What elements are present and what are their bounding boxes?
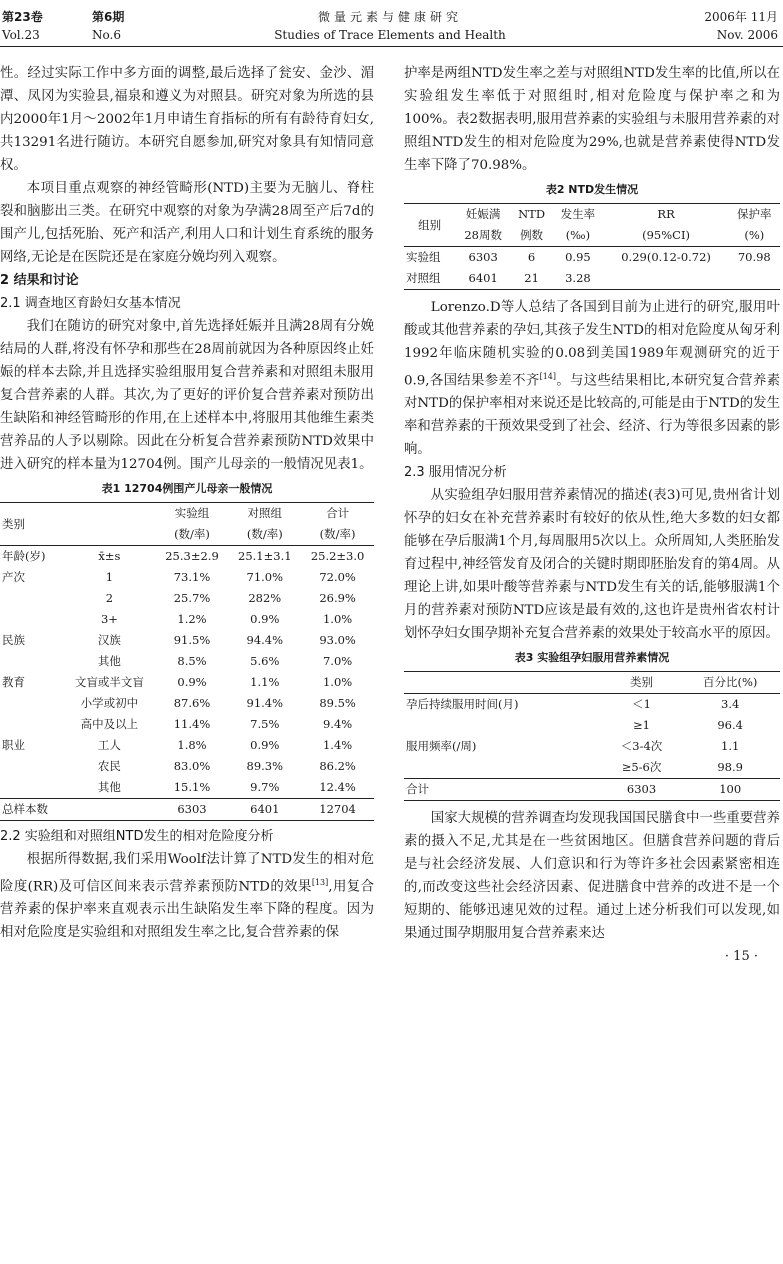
table-cell: 282%	[248, 591, 282, 605]
table1-header-unit: (数/率)	[174, 527, 210, 541]
date-cn: 2006年 11月	[704, 10, 778, 24]
subsection-heading: 2.1 调查地区育龄妇女基本情况	[0, 296, 181, 311]
table-cell: 25.2±3.0	[310, 549, 365, 563]
table-cell: 对照组	[406, 271, 441, 285]
table-cell: 0.9%	[250, 612, 280, 626]
running-header	[0, 6, 783, 47]
table-row	[0, 735, 374, 756]
table-cell: 年龄(岁)	[2, 549, 46, 563]
table-cell: 职业	[2, 738, 25, 752]
table3-header-category: 类别	[630, 675, 654, 690]
table-cell: 产次	[2, 570, 25, 584]
table2	[404, 203, 780, 290]
table-cell	[0, 777, 63, 799]
table-cell: 孕后持续服用时间(月)	[406, 697, 519, 712]
table-cell: 21	[524, 271, 539, 285]
table-cell: 0.9%	[177, 675, 207, 689]
table-cell	[0, 588, 63, 609]
table-cell: 3.28	[565, 271, 591, 285]
table-row	[404, 779, 780, 801]
table-cell: 71.0%	[246, 570, 284, 584]
table-cell: 总样本数	[2, 802, 48, 816]
table-cell	[0, 693, 63, 714]
table-row	[0, 777, 374, 799]
table-cell: 89.3%	[246, 759, 284, 773]
table-cell: 7.5%	[250, 717, 280, 731]
table-cell: 1.4%	[322, 738, 353, 752]
table-cell	[404, 757, 603, 779]
table3-body	[404, 694, 780, 801]
paragraph: 护率是两组NTD发生率之差与对照组NTD发生率的比值,所以在实验组发生率低于对照组时,相对危险度与保护率之和为100%。表2数据表明,服用营养素的实验组与未服用营养素的对照组NTD发生的相对危险度为29%,也就是营养素使得NTD发生率下降了70.98%。	[404, 66, 780, 173]
paragraph-text: 。与这些结果相比,本研究复合营养素对NTD的保护率相对来说还是比较高的,可能是由于NTD的发生率和营养素的干预效果受到了社会、经济、行为等很多因素的影响。	[404, 373, 780, 458]
table2-header: (%)	[744, 228, 765, 242]
table-cell	[0, 756, 63, 777]
table-cell: ≥5-6次	[621, 760, 662, 775]
table-cell: 3.4	[721, 697, 740, 712]
citation: [14]	[539, 372, 556, 381]
table2-header: 例数	[520, 228, 544, 242]
table-row	[0, 651, 374, 672]
table-cell: ≥1	[633, 718, 650, 733]
table-cell: 民族	[2, 633, 25, 647]
table3	[404, 671, 780, 801]
paragraph-text: 根据所得数据,我们采用Woolf法计算了NTD发生的相对危险度(RR)及可信区间来表示营养素预防NTD的效果	[0, 852, 374, 895]
paragraph	[404, 296, 780, 461]
table-cell: 25.3±2.9	[165, 549, 219, 563]
table-row	[0, 546, 374, 568]
table-cell: 6	[527, 250, 536, 264]
citation: [13]	[311, 878, 329, 887]
table3-header-blank	[404, 672, 603, 694]
table-cell: 96.4	[717, 718, 743, 733]
table-cell: 3+	[100, 612, 118, 626]
table3-header-percent: 百分比(%)	[702, 675, 758, 690]
table-row	[404, 736, 780, 757]
table-row	[0, 799, 374, 821]
table2-header: RR	[657, 207, 675, 221]
table-cell: 文盲或半文盲	[74, 675, 144, 689]
table-row	[0, 714, 374, 735]
table-row	[404, 715, 780, 736]
table1-header-unit: (数/率)	[246, 527, 283, 541]
table2-header: NTD	[518, 207, 546, 221]
table-cell: 工人	[97, 738, 121, 752]
table-cell: 0.95	[565, 250, 591, 264]
paragraph-text: Lorenzo.D等人总结了各国到目前为止进行的研究,服用叶酸或其他营养素的孕妇,其孩子发生NTD的相对危险度从匈牙利1992年临床随机实验的0.08到美国1989年观测研究的近于0.9,各国结果参差不齐	[404, 300, 780, 389]
table-cell	[63, 799, 155, 821]
left-column	[0, 62, 374, 944]
table2-body	[404, 247, 780, 290]
table-cell: x̄±s	[98, 549, 121, 563]
journal-title-en: Studies of Trace Elements and Health	[274, 28, 506, 42]
table-row	[404, 268, 780, 290]
subsection-heading: 2.3 服用情况分析	[404, 465, 507, 481]
table-cell: 汉族	[97, 633, 121, 647]
table-row	[0, 756, 374, 777]
table-cell: 合计	[406, 782, 429, 797]
table-cell: 其他	[97, 780, 121, 794]
table-cell: 实验组	[406, 250, 441, 264]
paragraph: 我们在随访的研究对象中,首先选择妊娠并且满28周有分娩结局的人群,将没有怀孕和那些在28周前就因为各种原因终止妊娠的样本去除,并且选择实验组服用复合营养素和对照组未服用复合营养素的人群。其次,为了更好的评价复合营养素对预防出生缺陷和神经管畸形的作用,在上述样本中,将服用其他维生素类营养品的人予以剔除。因此在分析复合营养素预防NTD效果中进入研究的样本量为12704例。围产儿母亲的一般情况见表1。	[0, 319, 374, 472]
paragraph-text: ,用复合营养素的保护率来直观表示出生缺陷发生率下降的程度。因为相对危险度是实验组和对照组发生率之比,复合营养素的保	[0, 879, 374, 941]
table-cell: 5.6%	[250, 654, 280, 668]
table-cell: 72.0%	[319, 570, 356, 584]
table-row	[404, 694, 780, 716]
table-cell: 6401	[250, 802, 280, 816]
table-cell: 26.9%	[319, 591, 356, 605]
paragraph: 国家大规模的营养调查均发现我国国民膳食中一些重要营养素的摄入不足,尤其是在一些贫困地区。但膳食营养问题的背后是与社会经济发展、人们意识和行为等许多社会因素紧密相连的,而改变这些社会经济因素、促进膳食中营养的改进不是一个短期的、能够迅速见效的过程。通过上述分析我们可以发现,如果通过围孕期服用复合营养素来达	[404, 811, 780, 942]
date-en: Nov. 2006	[716, 28, 778, 42]
volume-cn: 第23卷	[2, 10, 43, 24]
table-cell	[0, 714, 63, 735]
table-cell: 0.9%	[250, 738, 280, 752]
subsection-heading: 2.2 实验组和对照组NTD发生的相对危险度分析	[0, 829, 274, 844]
table-cell: 1	[105, 570, 114, 584]
page-number: · 15 ·	[724, 949, 758, 965]
journal-title-cn: 微量元素与健康研究	[317, 10, 462, 24]
table1-header-category: 类别	[2, 516, 25, 531]
table-cell	[604, 268, 729, 290]
table-cell: 89.5%	[319, 696, 356, 710]
table-row	[0, 693, 374, 714]
volume-en: Vol.23	[2, 28, 40, 42]
table-cell: 70.98	[737, 250, 771, 264]
table-cell: 7.0%	[322, 654, 353, 668]
table-cell	[0, 609, 63, 630]
table-cell: 农民	[97, 759, 121, 773]
issue-cn: 第6期	[92, 10, 125, 24]
table-cell: 6303	[626, 782, 657, 797]
table-cell: 6303	[177, 802, 207, 816]
table-cell: 6401	[468, 271, 498, 285]
table3-caption: 表3 实验组孕妇服用营养素情况	[514, 651, 670, 665]
table1-header-unit: (数/率)	[319, 527, 356, 541]
table-cell: 25.7%	[173, 591, 211, 605]
table-cell	[0, 651, 63, 672]
table-cell: 服用频率(/周)	[406, 739, 477, 754]
right-column	[404, 62, 780, 968]
table-cell: 9.7%	[250, 780, 280, 794]
table-cell: 2	[105, 591, 114, 605]
paragraph: 性。经过实际工作中多方面的调整,最后选择了瓮安、金沙、湄潭、凤冈为实验县,福泉和遵义为对照县。研究对象为所选的县内2000年1月～2002年1月申请生育指标的所有有龄待育妇女,共13291名进行随访。本研究自愿参加,研究对象具有知情同意权。	[0, 66, 374, 173]
table-row	[404, 757, 780, 779]
table2-header: 28周数	[464, 228, 502, 242]
table-cell: 98.9	[717, 760, 743, 775]
paragraph: 从实验组孕妇服用营养素情况的描述(表3)可见,贵州省计划怀孕的妇女在补充营养素时有较好的依从性,绝大多数的妇女都能够在孕后服满1个月,每周服用5次以上。众所周知,人类胚胎发育过程中,神经管发育及闭合的关键时期即胚胎发育的第4周。从理论上讲,如果叶酸等营养素与NTD发生有关的话,能够服满1个月的营养素对预防NTD应该是最有效的,这也许是贵州省农村计划怀孕妇女围孕期补充复合营养素的效果处于较高水平的原因。	[404, 488, 780, 642]
table-cell: 11.4%	[173, 717, 211, 731]
table-cell: 1.1	[721, 739, 740, 754]
table-cell: 93.0%	[319, 633, 356, 647]
table1	[0, 502, 374, 821]
table-cell: ＜3-4次	[620, 739, 663, 754]
table-cell: ＜1	[632, 697, 651, 712]
table-cell: 1.2%	[177, 612, 207, 626]
table-cell: 8.5%	[177, 654, 207, 668]
table1-body	[0, 546, 374, 821]
table2-caption: 表2 NTD发生情况	[545, 183, 639, 196]
table1-header-total: 合计	[326, 506, 350, 520]
table-cell: 12.4%	[319, 780, 356, 794]
section-heading: 2 结果和讨论	[0, 273, 79, 288]
table2-header: (95%CI)	[642, 228, 691, 242]
paragraph	[0, 848, 374, 944]
table-row	[0, 567, 374, 588]
table-cell: 94.4%	[246, 633, 284, 647]
table-cell: 25.1±3.1	[238, 549, 292, 563]
table-cell: 73.1%	[173, 570, 211, 584]
table-row	[0, 672, 374, 693]
table-cell: 12704	[319, 802, 356, 816]
table2-header: (‰)	[565, 228, 591, 242]
table1-header-ctl: 对照组	[247, 506, 283, 520]
table-row	[0, 588, 374, 609]
table-cell: 9.4%	[322, 717, 353, 731]
table-cell: 83.0%	[173, 759, 211, 773]
table-cell: 87.6%	[173, 696, 211, 710]
table-cell: 高中及以上	[80, 717, 139, 731]
table-cell	[404, 715, 603, 736]
table-cell: 1.8%	[177, 738, 207, 752]
table-cell: 6303	[468, 250, 498, 264]
paragraph: 本项目重点观察的神经管畸形(NTD)主要为无脑儿、脊柱裂和脑膨出三类。在研究中观察的对象为孕满28周至产后7d的围产儿,包括死胎、死产和活产,利用人口和计划生育系统的服务网络,无论是在医院还是在家庭分娩均列入观察。	[0, 181, 374, 265]
table-row	[0, 630, 374, 651]
table-cell: 0.29(0.12-0.72)	[621, 250, 711, 264]
issue-en: No.6	[92, 28, 121, 42]
table-cell: 86.2%	[319, 759, 356, 773]
table-cell: 小学或初中	[80, 696, 139, 710]
table-cell: 100	[719, 782, 742, 797]
table-row	[404, 247, 780, 269]
table-cell: 1.0%	[322, 675, 353, 689]
table-cell: 1.0%	[322, 612, 353, 626]
table-cell: 其他	[97, 654, 121, 668]
table-cell: 91.4%	[246, 696, 284, 710]
table2-header: 妊娠满	[465, 207, 501, 221]
table2-header: 发生率	[560, 207, 596, 221]
table-cell: 1.1%	[250, 675, 280, 689]
table-cell: 15.1%	[173, 780, 211, 794]
table1-caption: 表1 12704例围产儿母亲一般情况	[101, 482, 273, 495]
table1-header-exp: 实验组	[174, 506, 210, 520]
table-row	[0, 609, 374, 630]
table-cell: 91.5%	[173, 633, 211, 647]
table2-header-group: 组别	[418, 217, 442, 232]
table-cell	[729, 268, 780, 290]
table2-header: 保护率	[737, 207, 772, 221]
table-cell: 教育	[2, 675, 25, 689]
